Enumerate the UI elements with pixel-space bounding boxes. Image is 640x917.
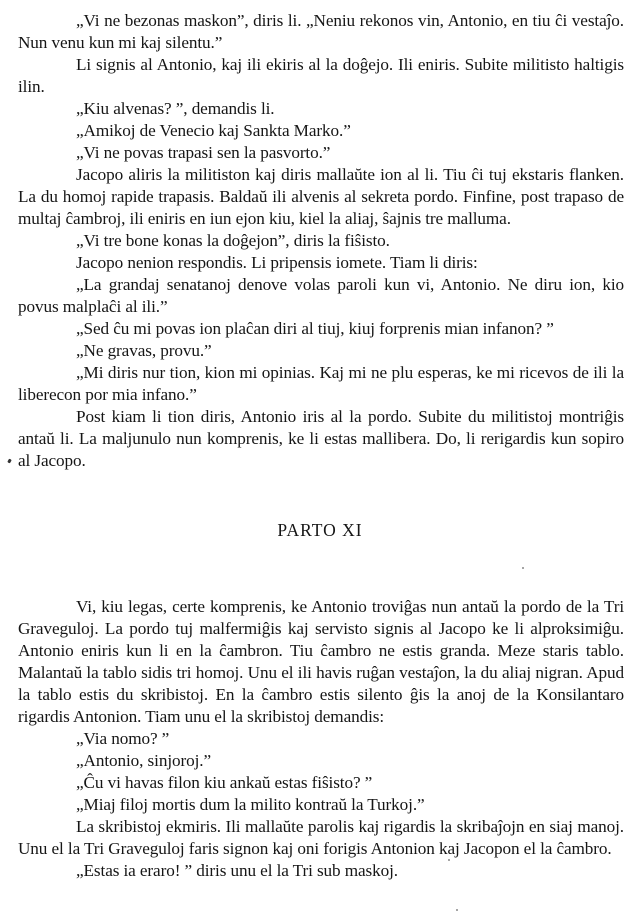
paragraph: Jacopo aliris la militiston kaj diris mallaŭte ion al li. Tiu ĉi tuj ekstaris flanken. La du homoj rapide trapasis. Baldaŭ ili alvenis al sekreta pordo. Finfine, post trapaso de multaj ĉambroj, ili eniris en iun ejon kiu, kiel la aliaj, ŝajnis tre malluma. xyxy=(18,165,624,228)
paragraph: „Vi ne povas trapasi sen la pasvorto.” xyxy=(76,143,331,162)
paragraph: „Mi diris nur tion, kion mi opinias. Kaj mi ne plu esperas, ke mi ricevos de ili la liberecon por mia infano.” xyxy=(18,363,624,404)
chapter-heading: PARTO XI xyxy=(277,520,363,540)
scan-speck xyxy=(522,567,524,569)
paragraph: „Ne gravas, provu.” xyxy=(76,341,212,360)
paragraph: „Ĉu vi havas filon kiu ankaŭ estas fiŝisto? ” xyxy=(76,773,373,792)
paragraph: „Vi ne bezonas maskon”, diris li. „Neniu rekonos vin, Antonio, en tiu ĉi vestaĵo. Nun venu kun mi kaj silentu.” xyxy=(18,11,624,52)
paragraph: „Antonio, sinjoroj.” xyxy=(76,751,212,770)
paragraph: Post kiam li tion diris, Antonio iris al la pordo. Subite du militistoj montriĝis antaŭ li. La maljunulo nun komprenis, ke li estas mallibera. Do, li rerigardis kun sopiro al Jacopo. xyxy=(18,407,624,470)
paragraph: „Sed ĉu mi povas ion plaĉan diri al tiuj, kiuj forprenis mian infanon? ” xyxy=(76,319,554,338)
paragraph: „Kiu alvenas? ”, demandis li. xyxy=(76,99,275,118)
paragraph: „Miaj filoj mortis dum la milito kontraŭ la Turkoj.” xyxy=(76,795,425,814)
scan-speck xyxy=(456,909,458,911)
paragraph: Jacopo nenion respondis. Li pripensis iomete. Tiam li diris: xyxy=(76,253,478,272)
text-section-after-heading xyxy=(18,596,624,882)
paragraph: „Estas ia eraro! ” diris unu el la Tri sub maskoj. xyxy=(76,861,398,880)
paragraph: Vi, kiu legas, certe komprenis, ke Antonio troviĝas nun antaŭ la pordo de la Tri Graveguloj. La pordo tuj malfermiĝis kaj servisto signis al Jacopo ke li alproksimiĝu. Antonio eniris kun li en la ĉambron. Tiu ĉambro ne estis granda. Meze staris tablo. Malantaŭ la tablo sidis tri homoj. Unu el ili havis ruĝan vestaĵon, la du aliaj nigran. Apud la tablo estis du skribistoj. En la ĉambro estis silento ĝis la anoj de la Konsilantaro rigardis Antonion. Tiam unu el la skribistoj demandis: xyxy=(18,597,624,726)
paragraph: „La grandaj senatanoj denove volas paroli kun vi, Antonio. Ne diru ion, kio povus malplaĉi al ili.” xyxy=(18,275,624,316)
margin-ink-mark xyxy=(7,459,12,464)
paragraph: „Via nomo? ” xyxy=(76,729,170,748)
paragraph: La skribistoj ekmiris. Ili mallaŭte parolis kaj rigardis la skribaĵojn en siaj manoj. Unu el la Tri Graveguloj faris signon kaj oni forigis Antonion kaj Jacopon el la ĉambro. xyxy=(18,817,624,858)
paragraph: Li signis al Antonio, kaj ili ekiris al la doĝejo. Ili eniris. Subite militisto haltigis ilin. xyxy=(18,55,624,96)
text-section-before-heading xyxy=(18,10,624,472)
paragraph: „Amikoj de Venecio kaj Sankta Marko.” xyxy=(76,121,351,140)
paragraph: „Vi tre bone konas la doĝejon”, diris la fiŝisto. xyxy=(76,231,390,250)
